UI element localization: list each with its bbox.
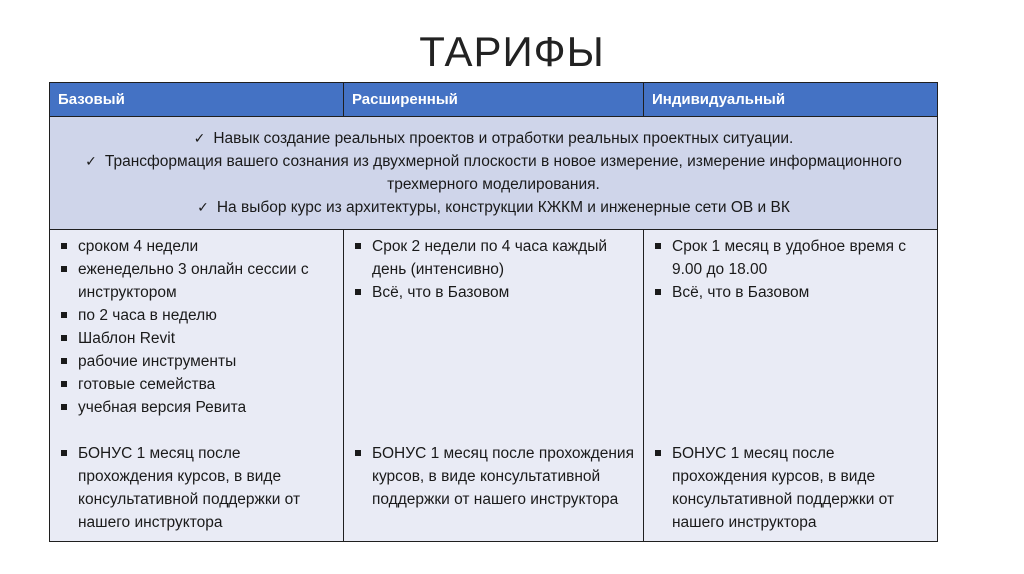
tariffs-table bbox=[49, 82, 938, 542]
benefit-text: На выбор курс из архитектуры, конструкции КЖКМ и инженерные сети ОВ и ВК bbox=[216, 199, 790, 216]
square-bullet-icon bbox=[61, 266, 67, 272]
square-bullet-icon bbox=[655, 243, 661, 249]
list-item bbox=[350, 235, 637, 281]
details-row bbox=[50, 230, 938, 542]
column-extended bbox=[344, 230, 644, 542]
bonus-item bbox=[350, 442, 637, 511]
square-bullet-icon bbox=[355, 243, 361, 249]
list-item bbox=[56, 258, 337, 304]
square-bullet-icon bbox=[61, 358, 67, 364]
list-item bbox=[56, 373, 337, 396]
item-text: Срок 2 недели по 4 часа каждый день (интенсивно) bbox=[372, 238, 608, 278]
square-bullet-icon bbox=[655, 450, 661, 456]
bonus-text: БОНУС 1 месяц после прохождения курсов, в виде консультативной поддержки от нашего инструктора bbox=[78, 445, 301, 531]
list-item bbox=[56, 235, 337, 258]
list-item bbox=[350, 281, 637, 304]
checkmark-icon: ✓ bbox=[85, 153, 97, 169]
square-bullet-icon bbox=[355, 289, 361, 295]
square-bullet-icon bbox=[355, 450, 361, 456]
basic-list bbox=[56, 235, 337, 534]
header-extended: Расширенный bbox=[344, 83, 644, 117]
item-text: Шаблон Revit bbox=[78, 330, 176, 347]
bonus-text: БОНУС 1 месяц после прохождения курсов, в виде консультативной поддержки от нашего инструктора bbox=[372, 445, 634, 508]
list-item bbox=[56, 327, 337, 350]
item-text: еженедельно 3 онлайн сессии с инструктором bbox=[78, 261, 309, 301]
benefit-line bbox=[60, 150, 927, 196]
list-item bbox=[56, 396, 337, 419]
item-text: Всё, что в Базовом bbox=[372, 284, 510, 301]
benefits-row bbox=[50, 117, 938, 230]
header-individual: Индивидуальный bbox=[644, 83, 938, 117]
square-bullet-icon bbox=[61, 381, 67, 387]
square-bullet-icon bbox=[61, 335, 67, 341]
column-basic bbox=[50, 230, 344, 542]
item-text: учебная версия Ревита bbox=[78, 399, 247, 416]
square-bullet-icon bbox=[61, 450, 67, 456]
item-text: рабочие инструменты bbox=[78, 353, 237, 370]
square-bullet-icon bbox=[61, 312, 67, 318]
item-text: Срок 1 месяц в удобное время с 9.00 до 18.00 bbox=[672, 238, 907, 278]
item-text: сроком 4 недели bbox=[78, 238, 199, 255]
item-text: готовые семейства bbox=[78, 376, 216, 393]
benefit-line bbox=[60, 196, 927, 219]
bonus-item bbox=[56, 442, 337, 534]
benefit-line bbox=[60, 127, 927, 150]
checkmark-icon: ✓ bbox=[193, 130, 206, 146]
square-bullet-icon bbox=[61, 404, 67, 410]
list-item bbox=[56, 350, 337, 373]
benefit-text: Трансформация вашего сознания из двухмерной плоскости в новое измерение, измерение информационного трехмерного моделирования. bbox=[104, 153, 902, 193]
column-individual bbox=[644, 230, 938, 542]
item-text: Всё, что в Базовом bbox=[672, 284, 810, 301]
benefits-cell bbox=[50, 117, 938, 230]
slide-title: ТАРИФЫ bbox=[419, 28, 605, 75]
bonus-text: БОНУС 1 месяц после прохождения курсов, в виде консультативной поддержки от нашего инструктора bbox=[672, 445, 895, 531]
individual-list bbox=[650, 235, 931, 534]
benefit-text: Навык создание реальных проектов и отработки реальных проектных ситуации. bbox=[213, 130, 794, 147]
list-item bbox=[650, 281, 931, 304]
header-basic: Базовый bbox=[50, 83, 344, 117]
square-bullet-icon bbox=[61, 243, 67, 249]
item-text: по 2 часа в неделю bbox=[78, 307, 217, 324]
header-row bbox=[50, 83, 938, 117]
square-bullet-icon bbox=[655, 289, 661, 295]
extended-list bbox=[350, 235, 637, 511]
bonus-item bbox=[650, 442, 931, 534]
list-item bbox=[650, 235, 931, 281]
list-item bbox=[56, 304, 337, 327]
checkmark-icon: ✓ bbox=[197, 199, 209, 215]
